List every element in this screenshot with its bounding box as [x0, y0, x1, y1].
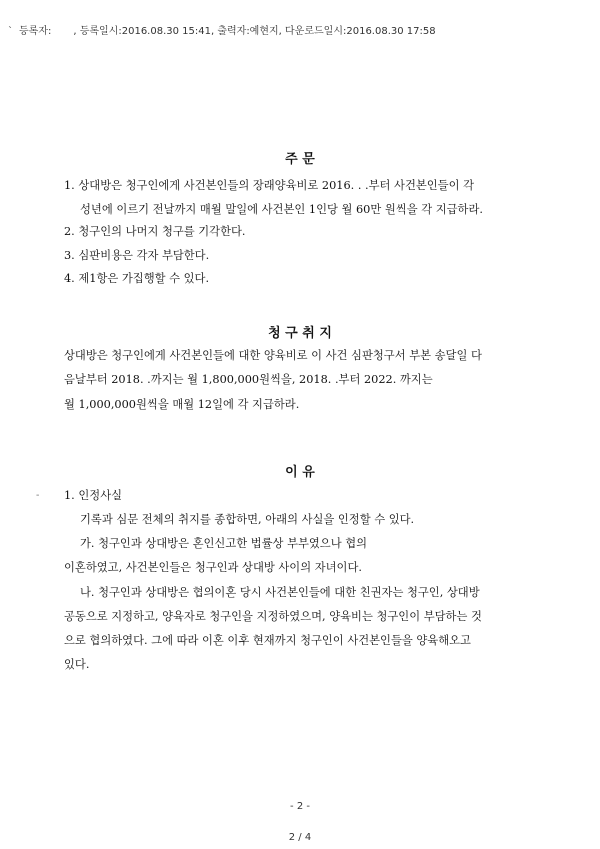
reason-line-5: 공동으로 지정하고, 양육자로 청구인을 지정하였으며, 양육비는 청구인이 부담하는 것 — [64, 610, 482, 623]
margin-dash: - — [36, 490, 40, 501]
reasons-heading: 이 유 — [285, 465, 315, 480]
reason-line-7: 있다. — [64, 658, 90, 671]
corner-mark-icon: ˋ — [8, 26, 13, 37]
order-item-1-cont: 성년에 이르기 전날까지 매월 말일에 사건본인 1인당 월 60만 원씩을 각 지급하라. — [80, 203, 483, 216]
registrant-label: 등록자: — [19, 26, 52, 37]
reason-line-4: 나. 청구인과 상대방은 협의이혼 당시 사건본인들에 대한 친권자는 청구인, 상대방 — [80, 586, 480, 599]
order-item-3: 3. 심판비용은 각자 부담한다. — [64, 249, 210, 262]
reason-line-3: 이혼하였고, 사건본인들은 청구인과 상대방 사이의 자녀이다. — [64, 561, 362, 574]
order-item-1: 1. 상대방은 청구인에게 사건본인들의 장래양육비로 2016. . .부터 사건본인들이 각 — [64, 179, 475, 192]
header-meta: , 등록일시:2016.08.30 15:41, 출력자:예현지, 다운로드일시:2016.08.30 17:58 — [73, 26, 436, 37]
order-heading: 주 문 — [285, 152, 315, 167]
order-item-4: 4. 제1항은 가집행할 수 있다. — [64, 272, 210, 285]
reason-line-6: 으로 협의하였다. 그에 따라 이혼 이후 현재까지 청구인이 사건본인들을 양육해오고 — [64, 634, 471, 647]
page-count: 2 / 4 — [288, 832, 312, 843]
claim-line-1: 상대방은 청구인에게 사건본인들에 대한 양육비로 이 사건 심판청구서 부본 송달일 다 — [64, 349, 482, 362]
document-header — [8, 22, 436, 37]
claim-line-2: 음날부터 2018. .까지는 월 1,800,000원씩을, 2018. .부터 2022. 까지는 — [64, 373, 433, 386]
page-number: - 2 - — [290, 801, 310, 812]
claim-line-3: 월 1,000,000원씩을 매월 12일에 각 지급하라. — [64, 398, 300, 411]
order-item-2: 2. 청구인의 나머지 청구를 기각한다. — [64, 225, 246, 238]
section-1-heading: 1. 인정사실 — [64, 489, 123, 502]
claim-heading: 청 구 취 지 — [268, 326, 332, 341]
reason-line-1: 기록과 심문 전체의 취지를 종합하면, 아래의 사실을 인정할 수 있다. — [80, 513, 415, 526]
reason-line-2: 가. 청구인과 상대방은 혼인신고한 법률상 부부였으나 협의 — [80, 537, 368, 550]
